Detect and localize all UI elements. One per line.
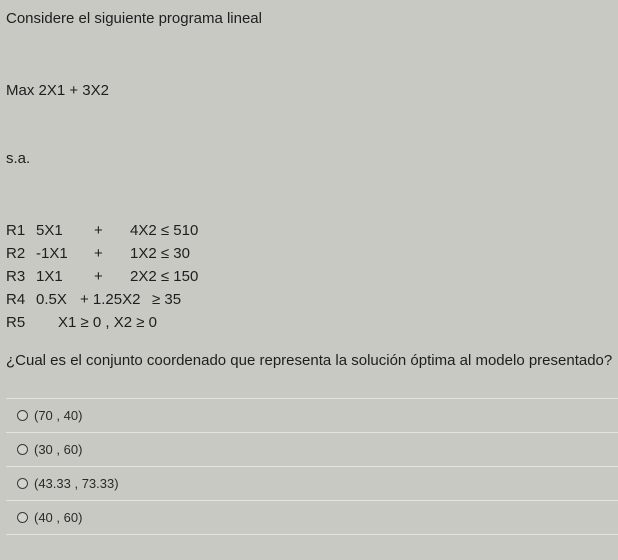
constraint-name: R4 [6,291,26,308]
radio-button[interactable] [17,478,28,489]
answer-option[interactable] [6,500,618,535]
constraint-name: R2 [6,245,26,262]
constraint-name: R3 [6,268,26,285]
constraint-term2: 4X2 ≤ 510 [130,222,199,239]
constraint-term1: 1X1 [36,268,63,285]
constraint-term1: 5X1 [36,222,63,239]
constraint-name: R5 [6,314,26,331]
question-text: ¿Cual es el conjunto coordenado que representa la solución óptima al modelo presentado? [6,352,613,369]
objective-function: Max 2X1 + 3X2 [6,82,109,99]
radio-button[interactable] [17,410,28,421]
answer-option[interactable] [6,466,618,500]
radio-button[interactable] [17,512,28,523]
answer-option-label[interactable]: (30 , 60) [34,442,83,457]
answer-options [6,398,618,535]
question-intro: Considere el siguiente programa lineal [6,10,262,27]
constraint-term2: 1X2 ≤ 30 [130,245,190,262]
constraint-term1: 0.5X [36,291,67,308]
constraint-nonnegativity: X1 ≥ 0 , X2 ≥ 0 [58,314,158,331]
constraint-operator: + 1.25X2 [80,291,141,308]
answer-option-label[interactable]: (43.33 , 73.33) [34,476,119,491]
radio-button[interactable] [17,444,28,455]
answer-option[interactable] [6,398,618,432]
answer-option[interactable] [6,432,618,466]
constraint-operator: + [94,245,103,262]
subject-to-label: s.a. [6,150,31,167]
constraint-term2: 2X2 ≤ 150 [130,268,199,285]
constraint-term2: ≥ 35 [152,291,182,308]
constraint-name: R1 [6,222,26,239]
answer-option-label[interactable]: (70 , 40) [34,408,83,423]
answer-option-label[interactable]: (40 , 60) [34,510,83,525]
constraint-operator: + [94,222,103,239]
constraint-operator: + [94,268,103,285]
constraint-term1: -1X1 [36,245,68,262]
